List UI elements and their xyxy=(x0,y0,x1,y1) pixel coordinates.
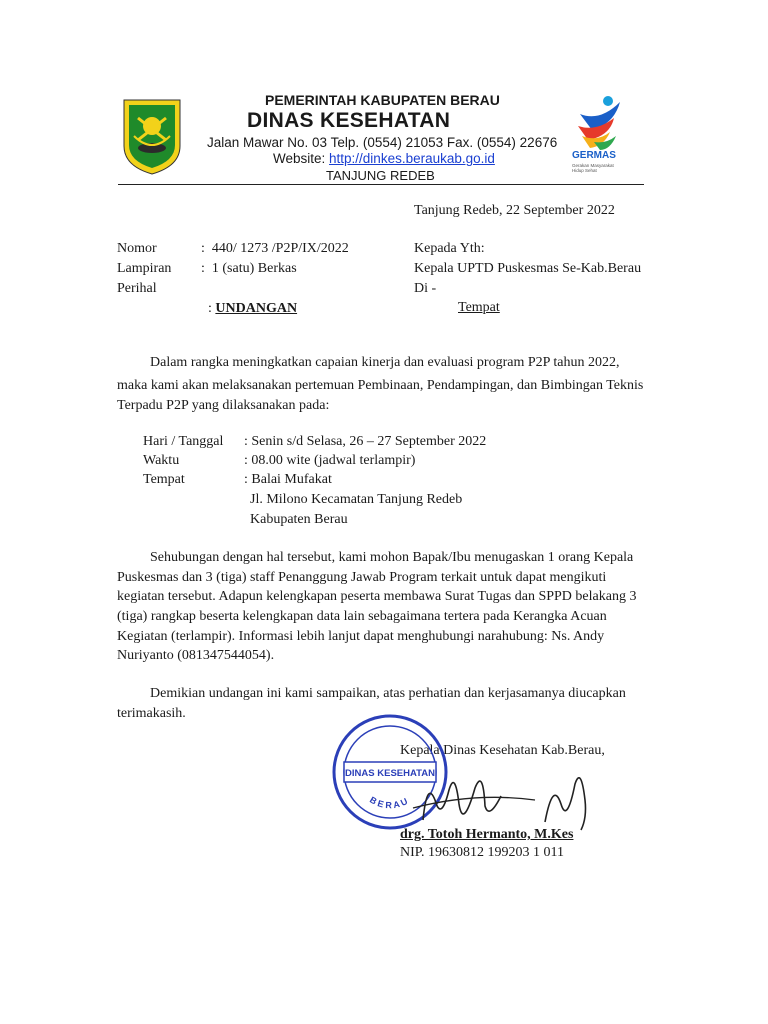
government-name: PEMERINTAH KABUPATEN BERAU xyxy=(265,92,500,108)
signature-title: Kepala Dinas Kesehatan Kab.Berau, xyxy=(400,743,605,758)
germas-logo xyxy=(570,92,630,182)
event-time-value: : 08.00 wite (jadwal terlampir) xyxy=(244,453,416,468)
germas-wordmark: GERMAS xyxy=(572,150,616,161)
nomor-label: Nomor xyxy=(117,241,157,256)
nomor-value: : 440/ 1273 /P2P/IX/2022 xyxy=(201,241,349,256)
department-name: DINAS KESEHATAN xyxy=(247,109,451,132)
perihal-value: UNDANGAN xyxy=(215,301,298,316)
stamp-bottom-text: B E R A U xyxy=(367,794,410,811)
website-line xyxy=(273,151,495,166)
event-place-value-1: : Balai Mufakat xyxy=(244,472,332,487)
event-time-label: Waktu xyxy=(143,453,180,468)
recipient-place: Tempat xyxy=(458,300,500,315)
signatory-name: drg. Totoh Hermanto, M.Kes xyxy=(400,827,574,842)
stamp-center-text: DINAS KESEHATAN xyxy=(345,768,435,779)
paragraph-request-6: Nuriyanto (081347544054). xyxy=(117,648,275,663)
paragraph-closing-2: terimakasih. xyxy=(117,706,186,721)
lampiran-value: : 1 (satu) Berkas xyxy=(201,261,297,276)
perihal-colon: : xyxy=(208,301,216,316)
perihal-label: Perihal xyxy=(117,281,157,296)
office-address: Jalan Mawar No. 03 Telp. (0554) 21053 Fax. (0554) 22676 xyxy=(207,135,558,150)
event-day-value: : Senin s/d Selasa, 26 – 27 September 2022 xyxy=(244,434,487,449)
recipient-greeting: Kepada Yth: xyxy=(414,241,485,256)
germas-figure-icon xyxy=(570,92,630,152)
recipient-name: Kepala UPTD Puskesmas Se-Kab.Berau xyxy=(414,261,642,276)
event-place-value-3: Kabupaten Berau xyxy=(250,512,348,527)
website-link[interactable]: http://dinkes.beraukab.go.id xyxy=(329,151,495,166)
berau-regency-emblem xyxy=(120,96,184,176)
event-day-label: Hari / Tanggal xyxy=(143,434,224,449)
letterhead-divider xyxy=(118,184,644,185)
paragraph-request-1: Sehubungan dengan hal tersebut, kami mohon Bapak/Ibu menugaskan 1 orang Kepala xyxy=(150,550,634,565)
signatory-nip: NIP. 19630812 199203 1 011 xyxy=(400,845,564,860)
event-place-value-2: Jl. Milono Kecamatan Tanjung Redeb xyxy=(250,492,463,507)
paragraph-request-5: Kegiatan (terlampir). Informasi lebih lanjut dapat menghubungi narahubung: Ns. Andy xyxy=(117,629,605,644)
germas-tagline: Gerakan Masyarakat Hidup Sehat xyxy=(572,163,614,173)
website-label: Website: xyxy=(273,151,330,166)
event-place-label: Tempat xyxy=(143,472,185,487)
perihal-line xyxy=(201,279,297,319)
paragraph-intro-1: Dalam rangka meningkatkan capaian kinerja dan evaluasi program P2P tahun 2022, xyxy=(150,355,620,370)
city-name: TANJUNG REDEB xyxy=(326,168,435,183)
paragraph-request-3: kegiatan tersebut. Adapun kelengkapan peserta membawa Surat Tugas dan SPPD belakang 3 xyxy=(117,589,637,604)
paragraph-closing-1: Demikian undangan ini kami sampaikan, atas perhatian dan kerjasamanya diucapkan xyxy=(150,686,626,701)
lampiran-label: Lampiran xyxy=(117,261,172,276)
paragraph-intro-2: maka kami akan melaksanakan pertemuan Pembinaan, Pendampingan, dan Bimbingan Teknis xyxy=(117,378,644,393)
stamp-outer-text xyxy=(330,712,447,714)
letter-date: Tanjung Redeb, 22 September 2022 xyxy=(414,203,615,218)
paragraph-intro-3: Terpadu P2P yang dilaksanakan pada: xyxy=(117,398,330,413)
paragraph-request-4: (tiga) rangkap beserta kelengkapan data lain sebagaimana tertera pada Kerangka Acuan xyxy=(117,609,607,624)
recipient-di: Di - xyxy=(414,281,437,296)
paragraph-request-2: Puskesmas dan 3 (tiga) staff Penanggung Jawab Program terkait untuk dapat mengikuti xyxy=(117,570,607,585)
